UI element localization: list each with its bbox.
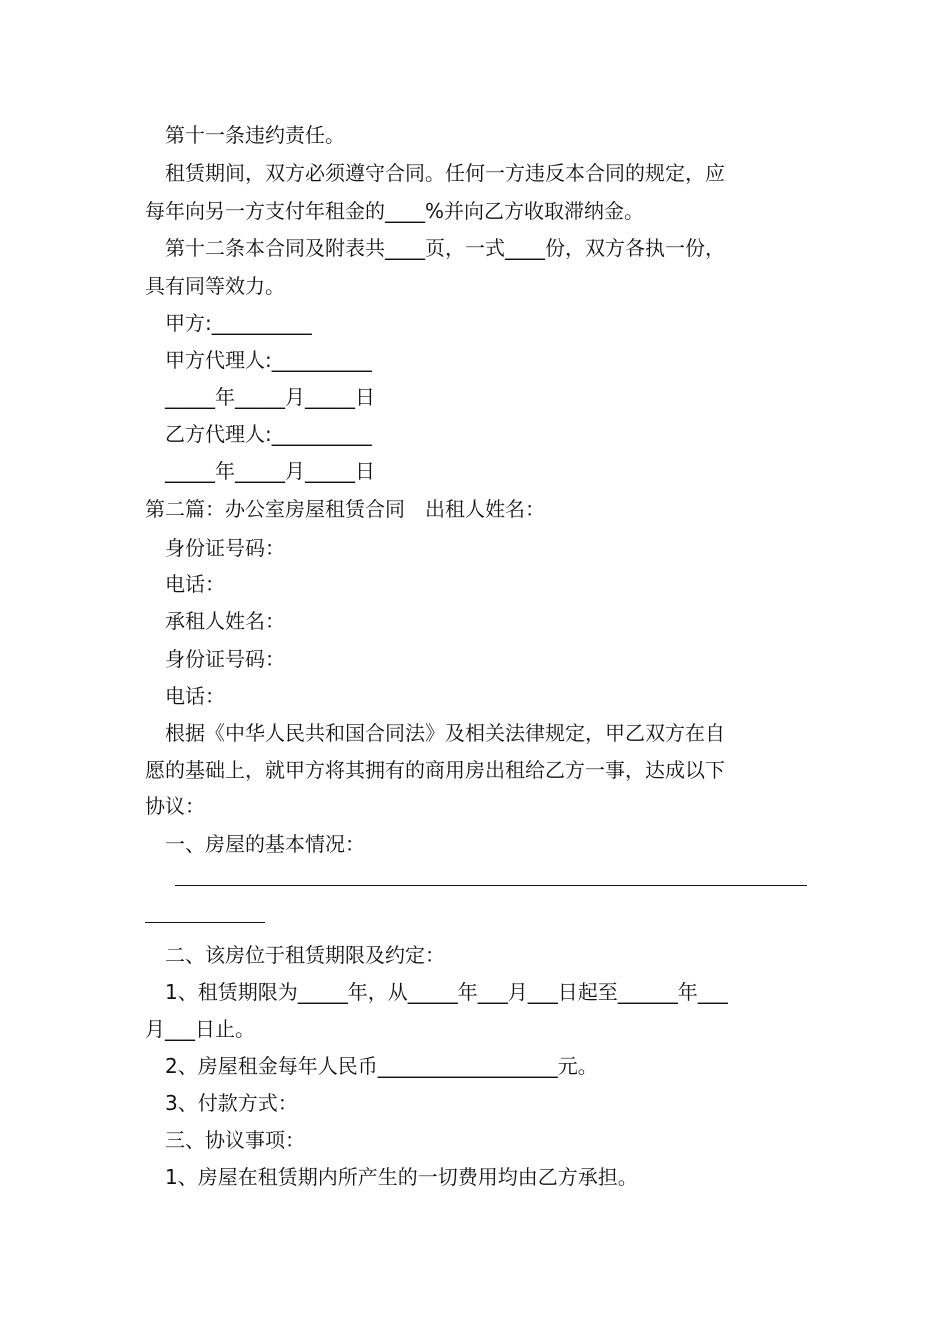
article-3-heading: 三、协议事项： [165, 1128, 305, 1152]
blank-fill-line-1 [175, 885, 807, 886]
lessor-phone: 电话： [165, 572, 225, 596]
section-2-heading: 第二篇：办公室房屋租赁合同 出租人姓名： [145, 497, 545, 521]
clause-12-text-line-1: 第十二条本合同及附表共____页，一式____份，双方各执一份， [165, 236, 725, 260]
party-a-date: _____年_____月_____日 [165, 385, 375, 409]
article-1-heading: 一、房屋的基本情况： [165, 832, 365, 856]
party-a-signature: 甲方:__________ [165, 311, 312, 335]
lease-term-line-1: 1、租赁期限为_____年，从_____年___月___日起至______年___ [165, 980, 728, 1004]
lessee-phone: 电话： [165, 684, 225, 708]
agreement-item-1: 1、房屋在租赁期内所产生的一切费用均由乙方承担。 [165, 1165, 638, 1189]
lessor-id-number: 身份证号码： [165, 536, 285, 560]
article-2-heading: 二、该房位于租赁期限及约定： [165, 943, 445, 967]
preamble-line-3: 协议： [145, 794, 205, 818]
payment-method: 3、付款方式： [165, 1091, 298, 1115]
preamble-line-2: 愿的基础上，就甲方将其拥有的商用房出租给乙方一事，达成以下 [145, 758, 725, 782]
preamble-line-1: 根据《中华人民共和国合同法》及相关法律规定，甲乙双方在自 [165, 721, 725, 745]
lessee-id-number: 身份证号码： [165, 647, 285, 671]
clause-11-text-line-1: 租赁期间，双方必须遵守合同。任何一方违反本合同的规定，应 [165, 161, 725, 185]
annual-rent: 2、房屋租金每年人民币__________________元。 [165, 1054, 598, 1078]
lessee-name: 承租人姓名： [165, 609, 285, 633]
lease-term-line-2: 月___日止。 [145, 1017, 255, 1041]
party-b-agent-signature: 乙方代理人:__________ [165, 422, 372, 446]
clause-11-text-line-2: 每年向另一方支付年租金的____%并向乙方收取滞纳金。 [145, 199, 645, 223]
clause-12-text-line-2: 具有同等效力。 [145, 274, 285, 298]
party-b-date: _____年_____月_____日 [165, 459, 375, 483]
party-a-agent-signature: 甲方代理人:__________ [165, 348, 372, 372]
blank-fill-line-2 [145, 922, 265, 923]
clause-11-heading: 第十一条违约责任。 [165, 123, 345, 147]
